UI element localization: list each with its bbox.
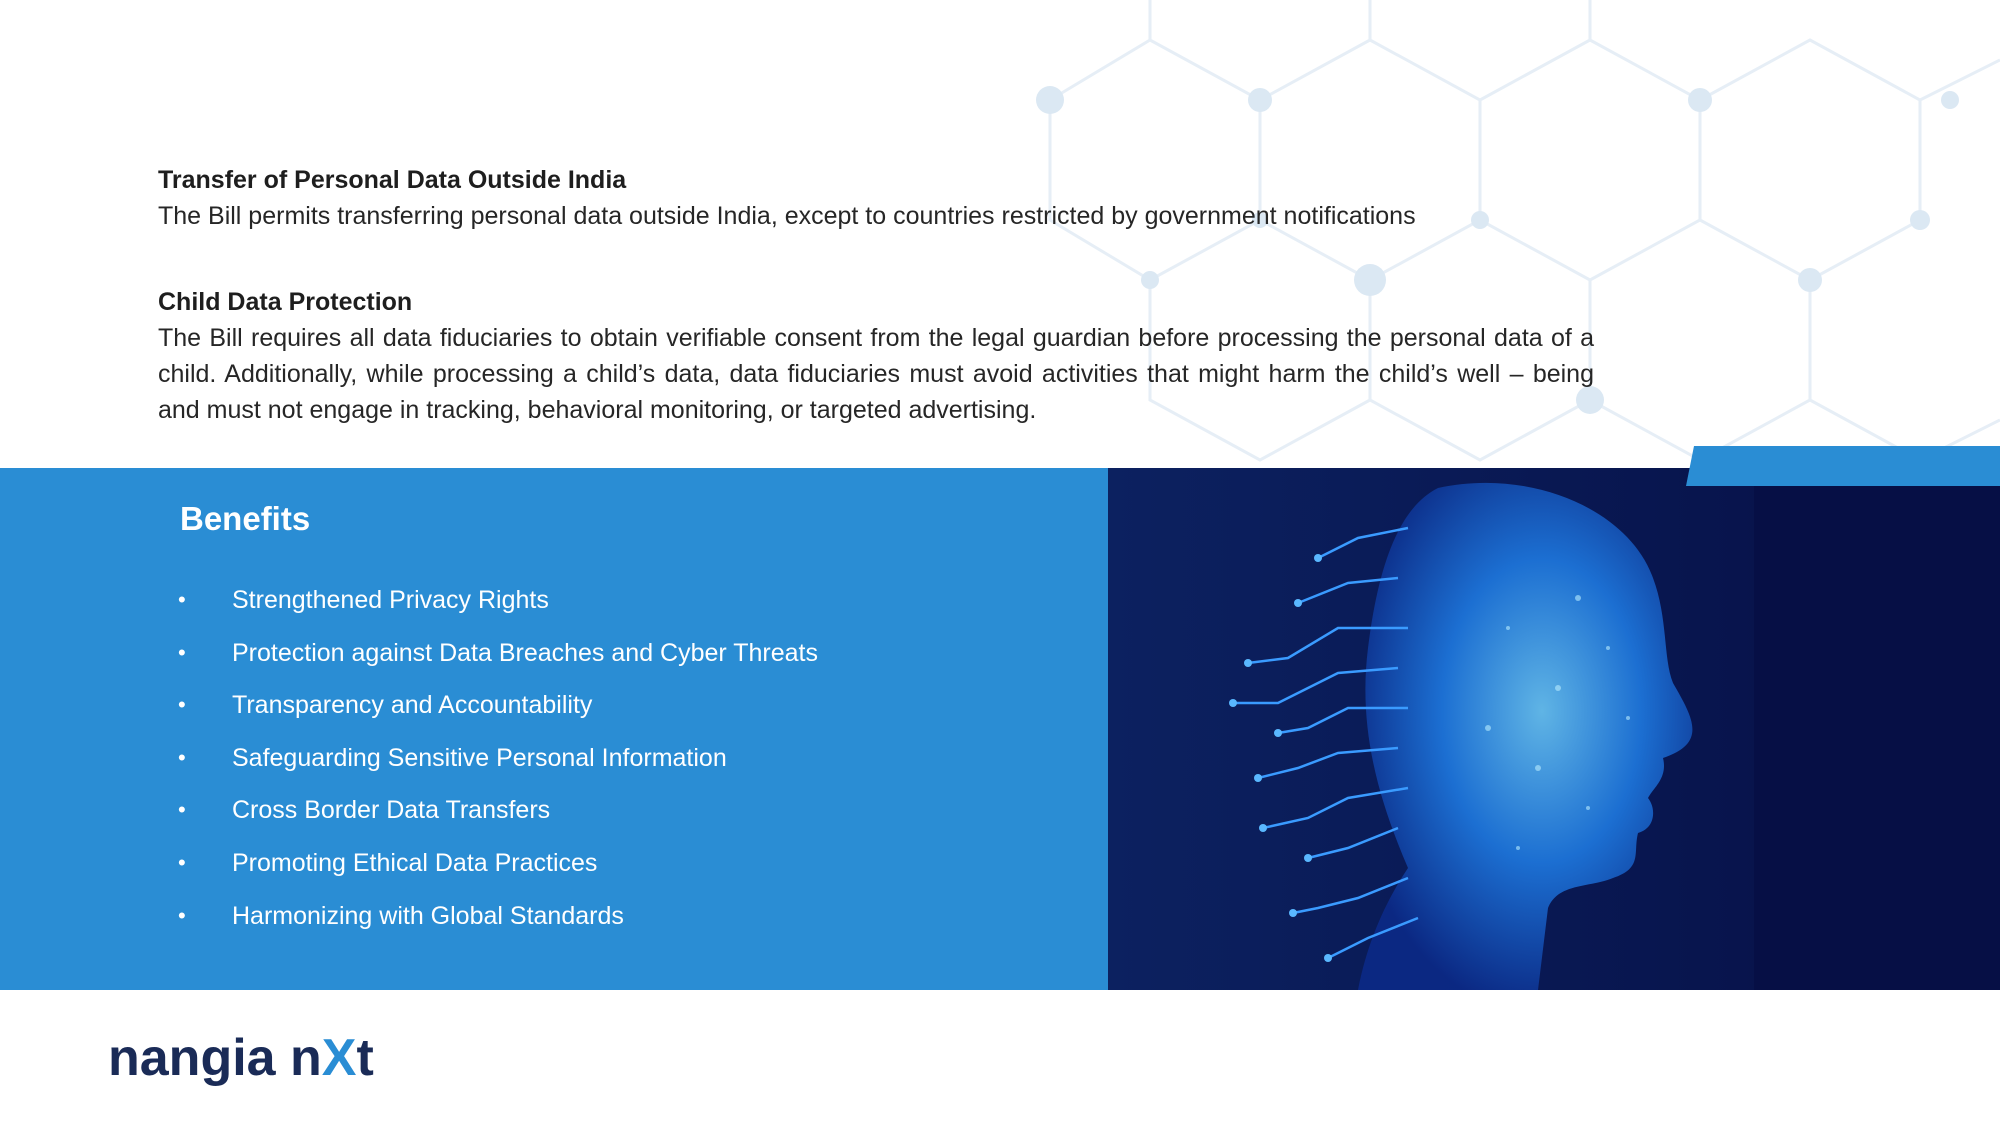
list-item-label: Strengthened Privacy Rights <box>232 586 549 614</box>
bullet-icon: • <box>178 587 186 612</box>
list-item-label: Promoting Ethical Data Practices <box>232 848 598 877</box>
bullet-icon: • <box>178 849 186 875</box>
bullet-icon: • <box>178 902 186 928</box>
list-item-label: Protection against Data Breaches and Cyber Threats <box>232 638 818 667</box>
list-item-label: Harmonizing with Global Standards <box>232 901 624 930</box>
bullet-icon: • <box>178 744 186 770</box>
list-item <box>170 788 818 841</box>
list-item <box>170 894 818 947</box>
ai-circuit-head-image <box>1108 468 2000 990</box>
list-item-label: Cross Border Data Transfers <box>232 796 551 825</box>
list-item-label: Transparency and Accountability <box>232 691 593 720</box>
list-item-label: Safeguarding Sensitive Personal Information <box>232 743 727 772</box>
list-item <box>170 841 818 894</box>
list-item <box>170 578 818 631</box>
section-heading: Transfer of Personal Data Outside India <box>158 166 627 194</box>
list-item <box>170 736 818 789</box>
benefits-list <box>170 578 818 946</box>
bullet-icon: • <box>178 639 186 665</box>
section-data-transfer <box>158 162 1594 234</box>
bullet-icon: • <box>178 797 186 823</box>
benefits-title: Benefits <box>180 500 311 537</box>
section-body: The Bill requires all data fiduciaries to obtain verifiable consent from the legal guardian before processing the personal data of a child. Additionally, while processing a child’s data, data fiduciaries must avoid activities that might harm the child’s well – being and must not engage in tracking, behavioral monitoring, or targeted advertising. <box>158 324 1594 424</box>
list-item <box>170 631 818 684</box>
list-item <box>170 683 818 736</box>
company-logo: nangia nXt <box>108 1029 374 1087</box>
section-child-data-protection <box>158 284 1594 428</box>
section-body: The Bill permits transferring personal data outside India, except to countries restricted by government notifications <box>158 202 1416 230</box>
section-heading: Child Data Protection <box>158 288 413 316</box>
bullet-icon: • <box>178 692 186 718</box>
accent-bar <box>1686 446 2000 486</box>
